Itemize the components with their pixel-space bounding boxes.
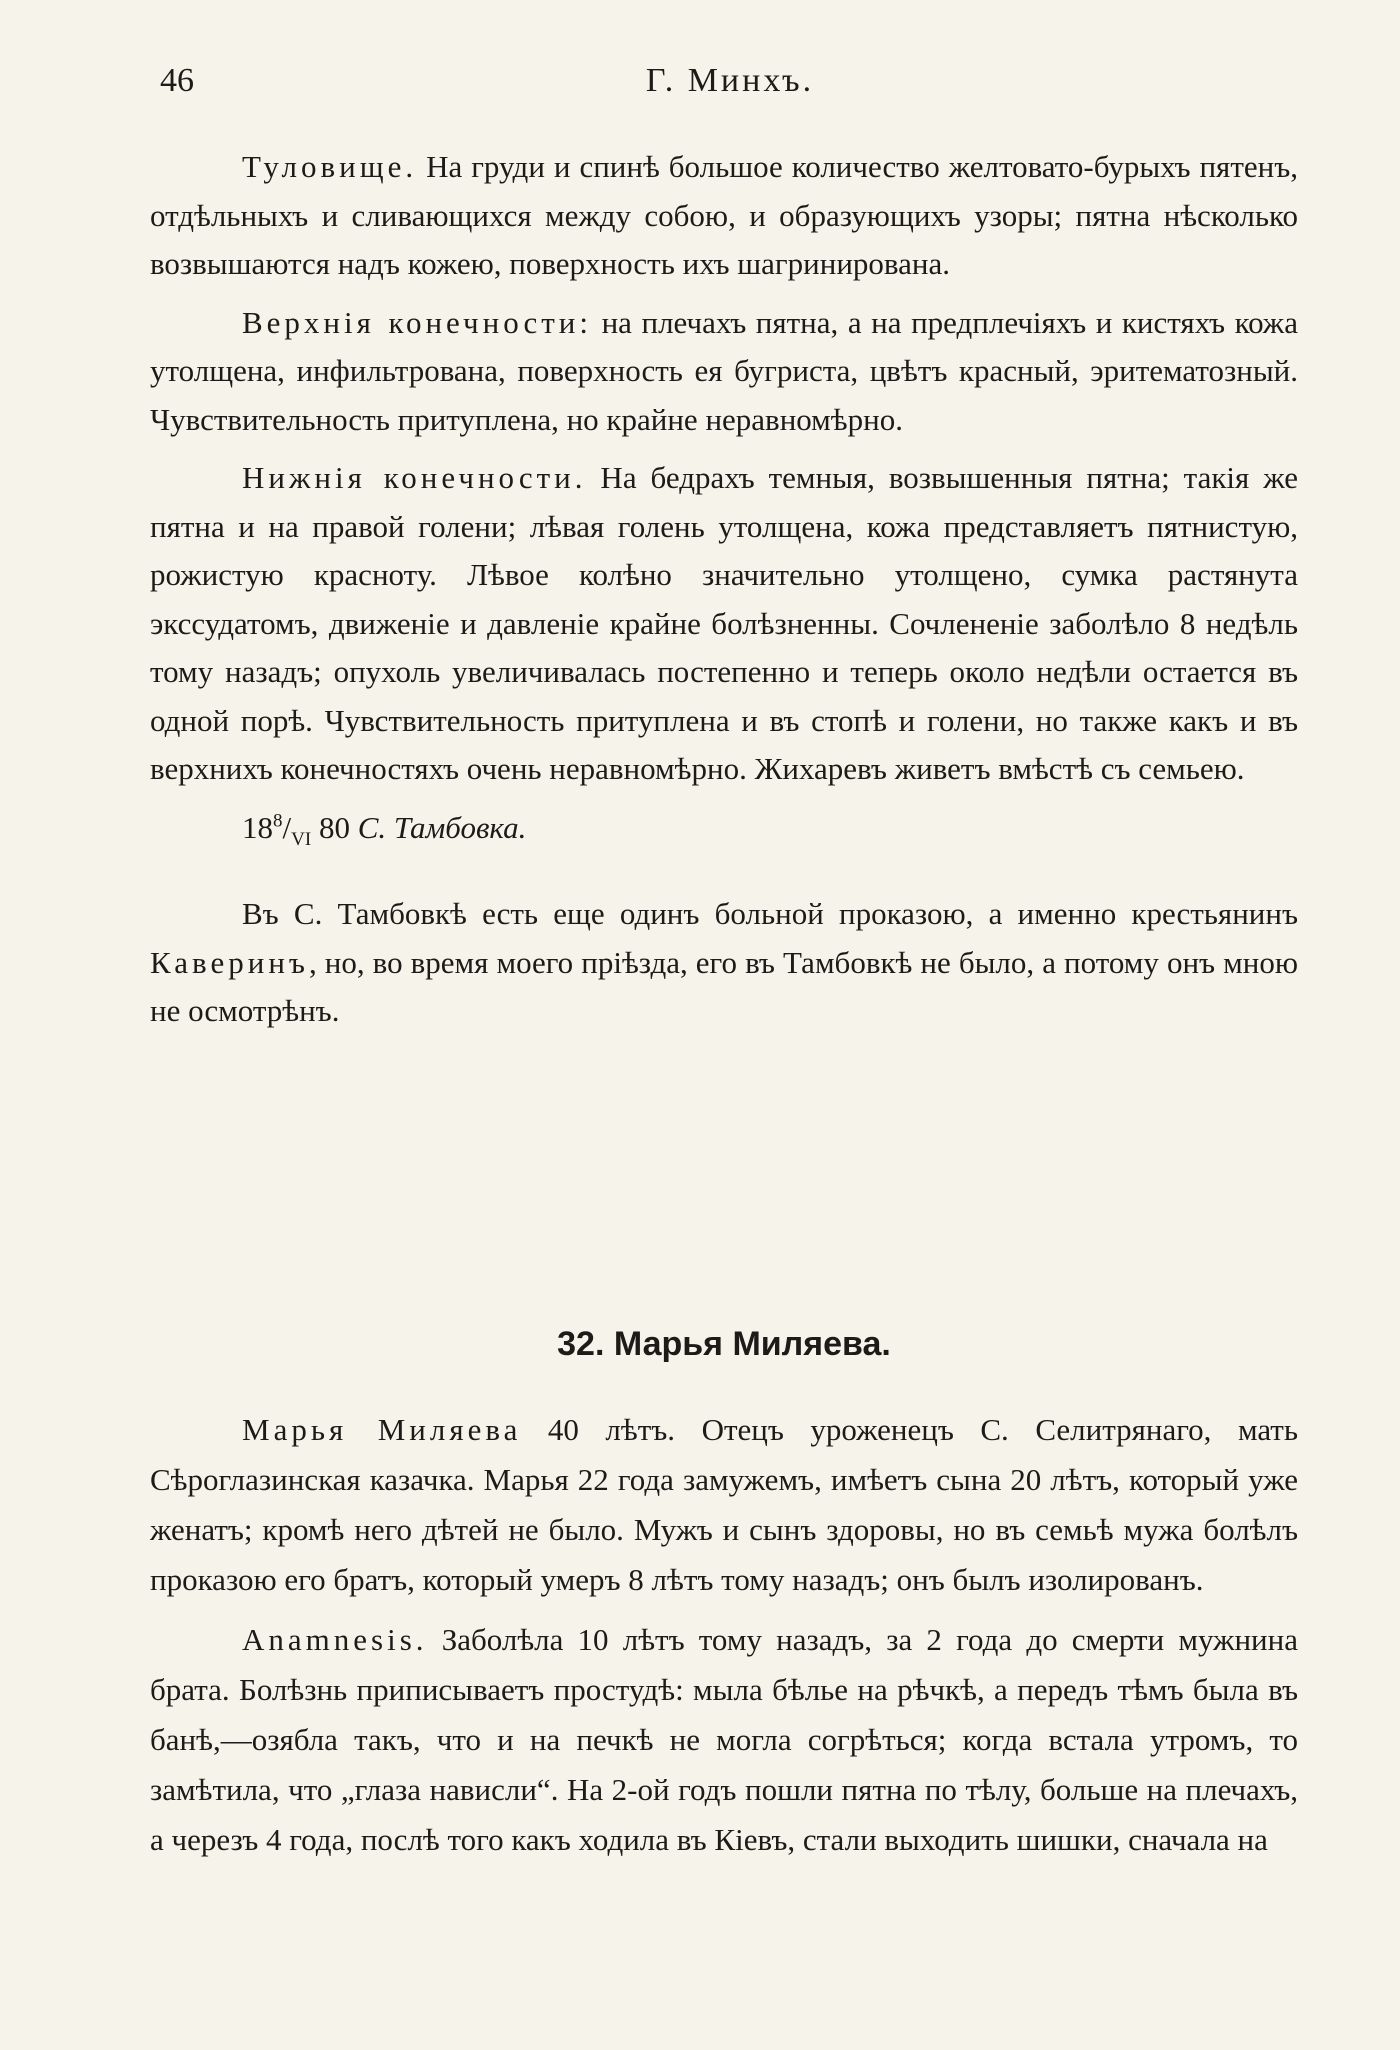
text-block-case-32: [150, 1405, 1298, 1875]
paragraph-text: На груди и спинѣ большое количество желтовато-бурыхъ пятенъ, отдѣльныхъ и сливающихся между собою, и образующихъ узоры; пятна нѣсколько возвышаются надъ кожею, поверхность ихъ шагринирована.: [150, 149, 1298, 281]
date-month-numerator: 8: [273, 810, 283, 832]
patient-name-kaverin: Каверинъ: [150, 944, 309, 980]
date-month-denominator: VI: [291, 828, 312, 850]
paragraph-lead: Anamnesis.: [242, 1622, 428, 1657]
paragraph-text: 40 лѣтъ. Отецъ уроженецъ С. Селитрянаго, мать Сѣроглазинская казачка. Марья 22 года замужемъ, имѣетъ сына 20 лѣтъ, который уже женатъ; кромѣ него дѣтей не было. Мужъ и сынъ здоровы, но въ семьѣ мужа болѣлъ проказою его братъ, который умеръ 8 лѣтъ тому назадъ; онъ былъ изолированъ.: [150, 1412, 1298, 1597]
paragraph-text: На бедрахъ темныя, возвышенныя пятна; такія же пятна и на правой голени; лѣвая голень утолщена, кожа представляетъ пятнистую, рожистую красноту. Лѣвое колѣно значительно утолщено, сумка растянута экссудатомъ, движеніе и давленіе крайне болѣзненны. Сочлененіе заболѣло 8 недѣль тому назадъ; опухоль увеличивалась постепенно и теперь около недѣли остается въ одной порѣ. Чувствительность притуплена и въ стопѣ и голени, но также какъ и въ верхнихъ конечностяхъ очень неравномѣрно. Жихаревъ живетъ вмѣстѣ съ семьею.: [150, 460, 1298, 786]
date-place-line: $18^8/_{VI}$ 80 С. Тамбовка.: [242, 809, 527, 850]
page-number: 46: [160, 62, 194, 99]
paragraph-text: , но, во время моего пріѣзда, его въ Тамбовкѣ не было, а потому онъ мною не осмотрѣнъ.: [150, 944, 1298, 1028]
section-title: 32. Марья Миляева.: [557, 1325, 891, 1363]
paragraph-lead: Нижнія конечности.: [242, 460, 587, 495]
paragraph-family-history: [150, 1405, 1298, 1605]
paragraph-tambovka-note: [150, 890, 1298, 1036]
running-head: Г. Минхъ.: [645, 62, 815, 99]
date-year: 80: [311, 809, 358, 845]
paragraph-text: на плечахъ пятна, а на предплечіяхъ и кистяхъ кожа утолщена, инфильтрована, поверхность ея бугриста, цвѣтъ красный, эритематозный. Чувствительность притуплена, но крайне неравномѣрно.: [150, 304, 1298, 437]
date-day: 18: [242, 809, 273, 845]
date-place: С. Тамбовка.: [357, 809, 527, 845]
paragraph-anamnesis: [150, 1615, 1298, 1865]
paragraph-trunk: [150, 143, 1298, 289]
page-header: [160, 62, 1300, 112]
paragraph-lead: Марья Миляева: [242, 1412, 522, 1447]
paragraph-lead: Верхнія конечности:: [242, 304, 592, 340]
paragraph-text: Заболѣла 10 лѣтъ тому назадъ, за 2 года до смерти мужнина брата. Болѣзнь приписываетъ простудѣ: мыла бѣлье на рѣчкѣ, а передъ тѣмъ была въ банѣ,—озябла такъ, что и на печкѣ не могла согрѣться; когда встала утромъ, то замѣтила, что „глаза нависли“. На 2-ой годъ пошли пятна по тѣлу, больше на плечахъ, а черезъ 4 года, послѣ того какъ ходила въ Кіевъ, стали выходить шишки, сначала на: [150, 1622, 1298, 1857]
text-block-patient-exam: [150, 143, 1298, 1046]
paragraph-upper-limbs: [150, 299, 1298, 445]
paragraph-text: Въ С. Тамбовкѣ есть еще одинъ больной проказою, а именно крестьянинъ: [242, 896, 1298, 931]
paragraph-lower-limbs: [150, 454, 1298, 794]
paragraph-lead: Туловище.: [242, 149, 418, 184]
